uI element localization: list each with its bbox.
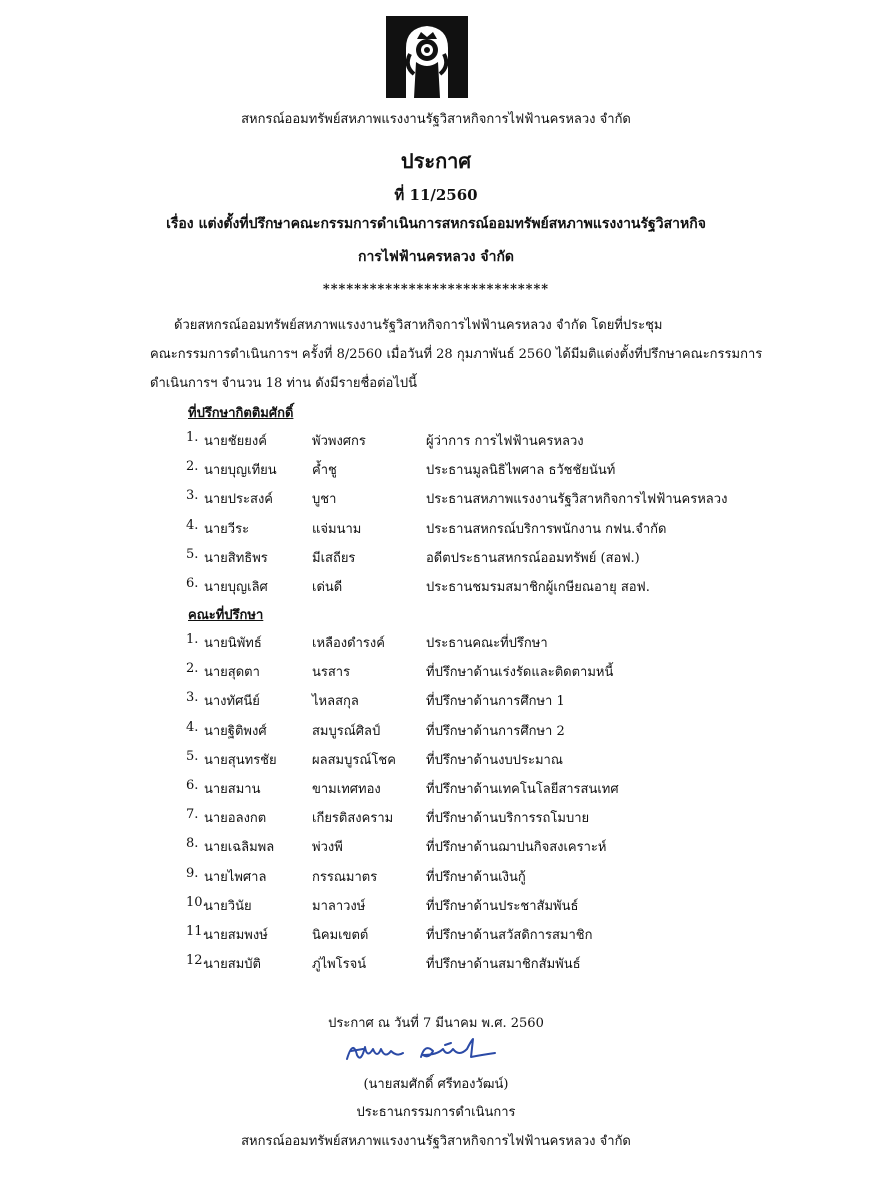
subject-line-1: เรื่อง แต่งตั้งที่ปรึกษาคณะกรรมการดำเนินการสหกรณ์ออมทรัพย์สหภาพแรงงานรัฐวิสาหกิจ [166, 216, 706, 232]
member-row [186, 661, 786, 690]
member-row [186, 895, 786, 924]
member-row [186, 778, 786, 807]
member-number: 9. [186, 865, 199, 881]
announcement-number: ที่ 11/2560 [394, 186, 478, 204]
member-role: ประธานชมรมสมาชิกผู้เกษียณอายุ สอฟ. [426, 579, 650, 595]
signer-organization: สหกรณ์ออมทรัพย์สหภาพแรงงานรัฐวิสาหกิจการไฟฟ้านครหลวง จำกัด [241, 1134, 631, 1149]
member-row [186, 430, 786, 459]
member-number: 12. [186, 953, 207, 969]
member-row [186, 866, 786, 895]
member-last-name: กรรณมาตร [312, 869, 378, 885]
member-last-name: เหลืองดำรงค์ [312, 636, 385, 651]
member-role: ที่ปรึกษาด้านสมาชิกสัมพันธ์ [426, 957, 581, 973]
member-role: ที่ปรึกษาด้านฌาปนกิจสงเคราะห์ [426, 840, 607, 856]
member-number: 7. [186, 807, 199, 823]
signer-name: (นายสมศักดิ์ ศรีทองวัฒน์) [363, 1077, 509, 1092]
member-first-name: นายนิพัทธ์ [204, 636, 262, 651]
member-first-name: นายบุญเลิศ [204, 579, 268, 595]
member-role: ประธานสหกรณ์บริการพนักงาน กฟน.จำกัด [426, 521, 667, 537]
member-role: ประธานสหภาพแรงงานรัฐวิสาหกิจการไฟฟ้านครหลวง [426, 492, 728, 508]
member-first-name: นายสิทธิพร [204, 550, 268, 566]
member-number: 1. [186, 632, 199, 647]
member-number: 3. [186, 488, 199, 504]
member-role: ที่ปรึกษาด้านการศึกษา 2 [426, 723, 565, 739]
member-first-name: นายประสงค์ [204, 492, 273, 508]
member-row [186, 518, 786, 547]
member-number: 8. [186, 836, 199, 852]
subject-line-2: การไฟฟ้านครหลวง จำกัด [357, 249, 515, 265]
member-role: ประธานคณะที่ปรึกษา [426, 636, 548, 651]
member-number: 6. [186, 777, 199, 793]
member-last-name: ผลสมบูรณ์โชค [312, 752, 396, 768]
member-first-name: นายสุดตา [204, 665, 260, 681]
member-role: ที่ปรึกษาด้านสวัสดิการสมาชิก [426, 927, 593, 943]
member-last-name: พ่วงพี [312, 840, 343, 856]
member-row [186, 749, 786, 778]
member-first-name: นายไพศาล [204, 869, 267, 885]
member-role: ที่ปรึกษาด้านเงินกู้ [426, 869, 526, 885]
member-role: ประธานมูลนิธิไพศาล ธวัชชัยนันท์ [426, 463, 616, 479]
member-row [186, 459, 786, 488]
member-first-name: นายชัยยงค์ [204, 434, 267, 449]
member-row [186, 488, 786, 517]
member-number: 3. [186, 690, 199, 706]
member-row [186, 632, 786, 661]
member-last-name: ภู่ไพโรจน์ [312, 957, 367, 973]
member-role: ผู้ว่าการ การไฟฟ้านครหลวง [426, 434, 584, 449]
member-number: 2. [186, 459, 199, 475]
member-first-name: นางทัศนีย์ [204, 694, 260, 710]
member-number: 2. [186, 661, 199, 677]
member-first-name: นายฐิติพงศ์ [204, 723, 267, 739]
member-row [186, 547, 786, 576]
member-first-name: นายอลงกต [204, 811, 267, 827]
member-first-name: นายวีระ [204, 521, 250, 537]
body-line: คณะกรรมการดำเนินการฯ ครั้งที่ 8/2560 เมื่อวันที่ 28 กุมภาพันธ์ 2560 ได้มีมติแต่งตั้งที่ปรึกษาคณะกรรมการ [150, 347, 763, 362]
separator-stars: ***************************** [322, 282, 550, 297]
member-number: 5. [186, 748, 199, 764]
member-number: 5. [186, 546, 199, 562]
document-title: ประกาศ [400, 149, 472, 173]
member-last-name: แจ่มนาม [312, 521, 362, 537]
signer-title: ประธานกรรมการดำเนินการ [356, 1105, 516, 1120]
member-role: ที่ปรึกษาด้านงบประมาณ [426, 752, 563, 768]
member-row [186, 953, 786, 982]
member-last-name: พัวพงศกร [312, 434, 366, 449]
member-last-name: เด่นดี [312, 579, 343, 595]
member-first-name: นายสมพงษ์ [204, 927, 268, 943]
member-number: 6. [186, 575, 199, 591]
body-paragraph [150, 311, 763, 398]
announcement-date: ประกาศ ณ วันที่ 7 มีนาคม พ.ศ. 2560 [328, 1016, 544, 1031]
member-number: 1. [186, 430, 199, 445]
member-role: ที่ปรึกษาด้านประชาสัมพันธ์ [426, 898, 579, 914]
member-last-name: มาลาวงษ์ [312, 898, 366, 914]
member-role: ที่ปรึกษาด้านบริการรถโมบาย [426, 811, 590, 827]
member-role: ที่ปรึกษาด้านการศึกษา 1 [426, 694, 565, 710]
member-number: 4. [186, 517, 199, 533]
member-last-name: นรสาร [312, 665, 351, 681]
signature-image [343, 1033, 503, 1067]
member-row [186, 836, 786, 865]
member-first-name: นายสมบัติ [204, 957, 262, 973]
honorary-heading: ที่ปรึกษากิตติมศักดิ์ [188, 406, 294, 421]
member-last-name: บูชา [312, 492, 337, 508]
member-first-name: นายบุญเทียน [204, 463, 277, 479]
member-row [186, 720, 786, 749]
member-first-name: นายวินัย [204, 898, 252, 914]
member-last-name: ไหลสกุล [312, 694, 359, 710]
member-row [186, 924, 786, 953]
member-first-name: นายสุนทรชัย [204, 752, 277, 768]
cooperative-logo-icon [384, 14, 470, 100]
member-last-name: มีเสถียร [312, 550, 356, 566]
member-number: 4. [186, 719, 199, 735]
member-last-name: สมบูรณ์ศิลป์ [312, 723, 381, 739]
organization-header: สหกรณ์ออมทรัพย์สหภาพแรงงานรัฐวิสาหกิจการไฟฟ้านครหลวง จำกัด [241, 112, 631, 127]
member-last-name: ค้ำชู [312, 463, 337, 479]
member-role: ที่ปรึกษาด้านเร่งรัดและติดตามหนี้ [426, 665, 614, 681]
member-role: อดีตประธานสหกรณ์ออมทรัพย์ (สอฟ.) [426, 550, 640, 566]
member-last-name: เกียรติสงคราม [312, 811, 394, 827]
body-line: ดำเนินการฯ จำนวน 18 ท่าน ดังมีรายชื่อต่อไปนี้ [150, 376, 418, 391]
member-first-name: นายเฉลิมพล [204, 840, 275, 856]
body-line: ด้วยสหกรณ์ออมทรัพย์สหภาพแรงงานรัฐวิสาหกิจการไฟฟ้านครหลวง จำกัด โดยที่ประชุม [174, 318, 663, 333]
member-number: 10. [186, 894, 207, 910]
advisor-list [186, 632, 786, 982]
honorary-advisor-list [186, 430, 786, 605]
member-last-name: นิคมเขตต์ [312, 927, 369, 943]
member-number: 11. [186, 923, 207, 939]
member-row [186, 807, 786, 836]
member-first-name: นายสมาน [204, 781, 261, 797]
member-last-name: ขามเทศทอง [312, 781, 381, 797]
advisors-heading: คณะที่ปรึกษา [188, 608, 264, 623]
member-row [186, 690, 786, 719]
member-role: ที่ปรึกษาด้านเทคโนโลยีสารสนเทศ [426, 781, 619, 797]
member-row [186, 576, 786, 605]
